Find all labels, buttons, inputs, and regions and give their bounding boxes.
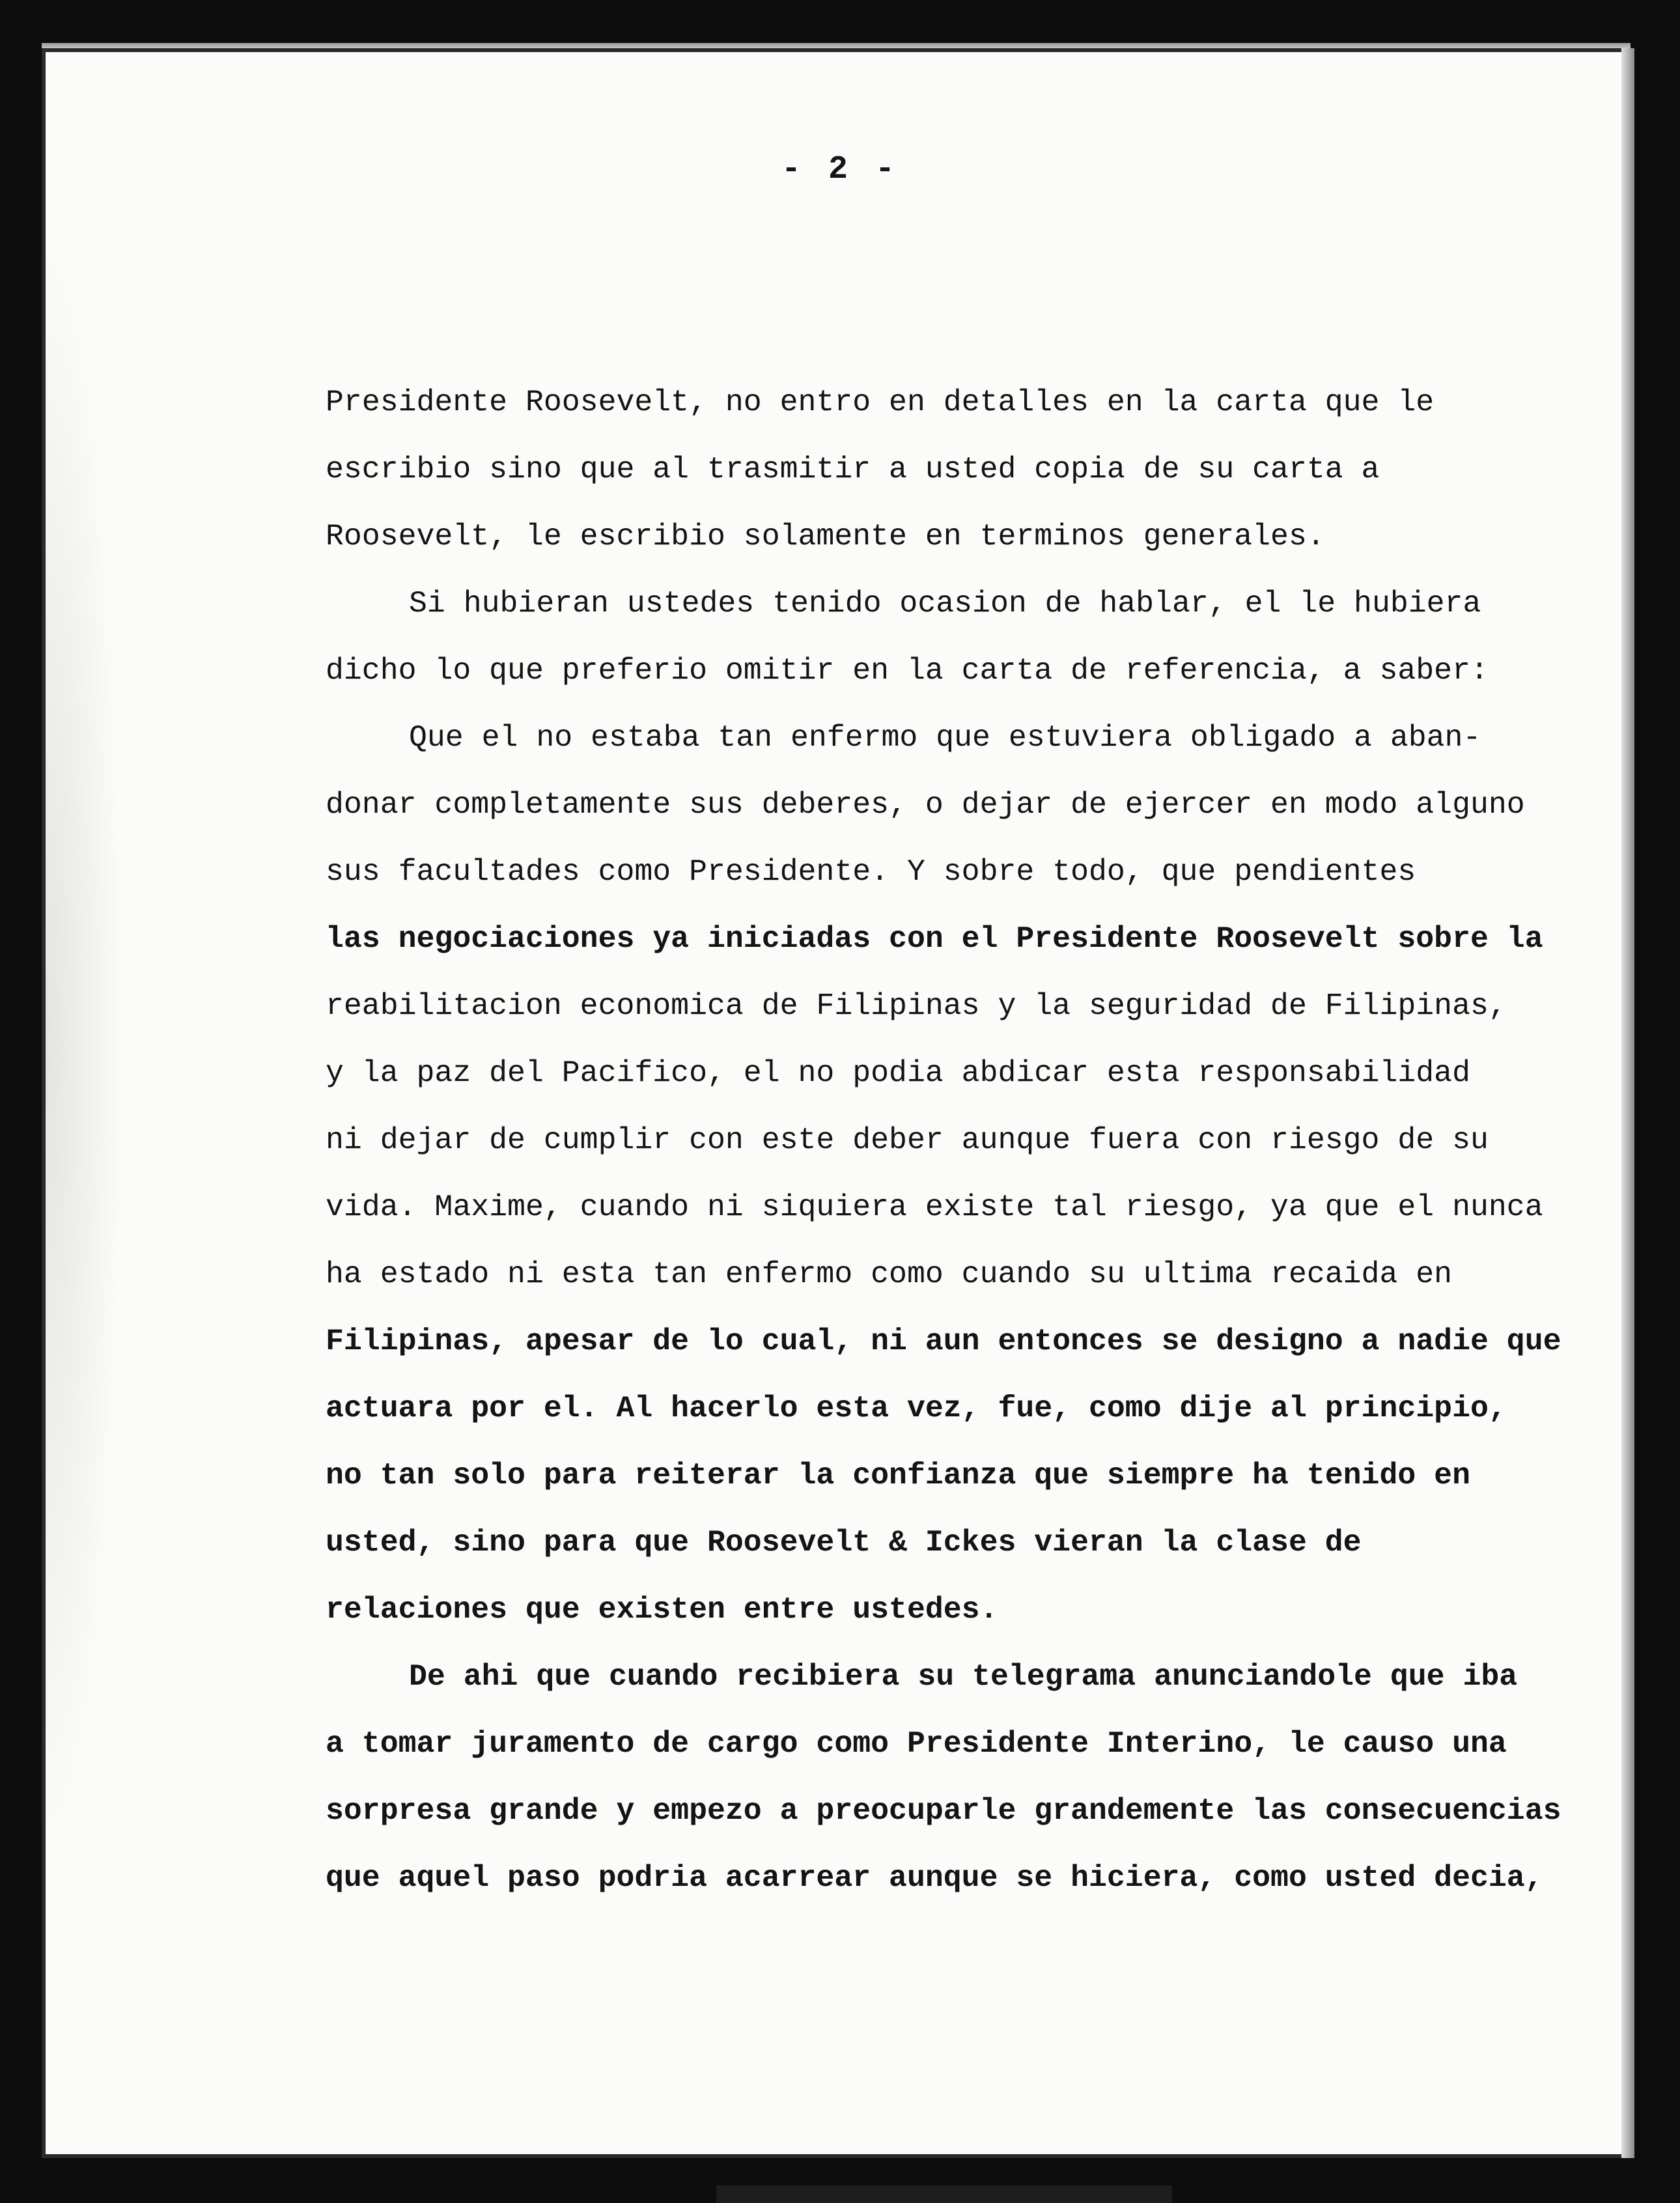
text-line-paragraph-start: De ahi que cuando recibiera su telegrama anunciandole que iba [409, 1659, 1518, 1694]
scan-smudge [46, 195, 124, 1888]
text-line: y la paz del Pacifico, el no podia abdicar esta responsabilidad [326, 1056, 1470, 1090]
text-line: actuara por el. Al hacerlo esta vez, fue, como dije al principio, [326, 1391, 1507, 1425]
text-line: ni dejar de cumplir con este deber aunque fuera con riesgo de su [326, 1123, 1489, 1157]
text-line: sus facultades como Presidente. Y sobre todo, que pendientes [326, 854, 1416, 889]
scan-bottom-edge [716, 2185, 1172, 2203]
text-line-paragraph-start: Que el no estaba tan enfermo que estuviera obligado a aban- [409, 720, 1481, 755]
text-line: Filipinas, apesar de lo cual, ni aun entonces se designo a nadie que [326, 1324, 1561, 1358]
text-line: reabilitacion economica de Filipinas y la seguridad de Filipinas, [326, 989, 1507, 1023]
text-line: sorpresa grande y empezo a preocuparle grandemente las consecuencias [326, 1793, 1561, 1828]
text-line: las negociaciones ya iniciadas con el Presidente Roosevelt sobre la [326, 921, 1543, 956]
paper-right-edge [1621, 48, 1634, 2158]
text-line: escribio sino que al trasmitir a usted copia de su carta a [326, 452, 1380, 486]
text-line: dicho lo que preferio omitir en la carta de referencia, a saber: [326, 653, 1489, 688]
text-line: Roosevelt, le escribio solamente en terminos generales. [326, 519, 1325, 554]
text-line: a tomar juramento de cargo como Presidente Interino, le causo una [326, 1726, 1507, 1761]
text-line: relaciones que existen entre ustedes. [326, 1592, 998, 1627]
text-line-paragraph-start: Si hubieran ustedes tenido ocasion de hablar, el le hubiera [409, 586, 1481, 621]
text-line: no tan solo para reiterar la confianza que siempre ha tenido en [326, 1458, 1470, 1493]
text-line: vida. Maxime, cuando ni siquiera existe tal riesgo, ya que el nunca [326, 1190, 1543, 1224]
page-number: - 2 - [781, 151, 899, 188]
text-line: donar completamente sus deberes, o dejar de ejercer en modo alguno [326, 787, 1525, 822]
text-line: Presidente Roosevelt, no entro en detalles en la carta que le [326, 385, 1435, 419]
text-line: que aquel paso podria acarrear aunque se hiciera, como usted decia, [326, 1860, 1543, 1895]
text-line: usted, sino para que Roosevelt & Ickes vieran la clase de [326, 1525, 1362, 1560]
text-line: ha estado ni esta tan enfermo como cuando su ultima recaida en [326, 1257, 1453, 1291]
typewritten-body [326, 383, 1561, 1926]
